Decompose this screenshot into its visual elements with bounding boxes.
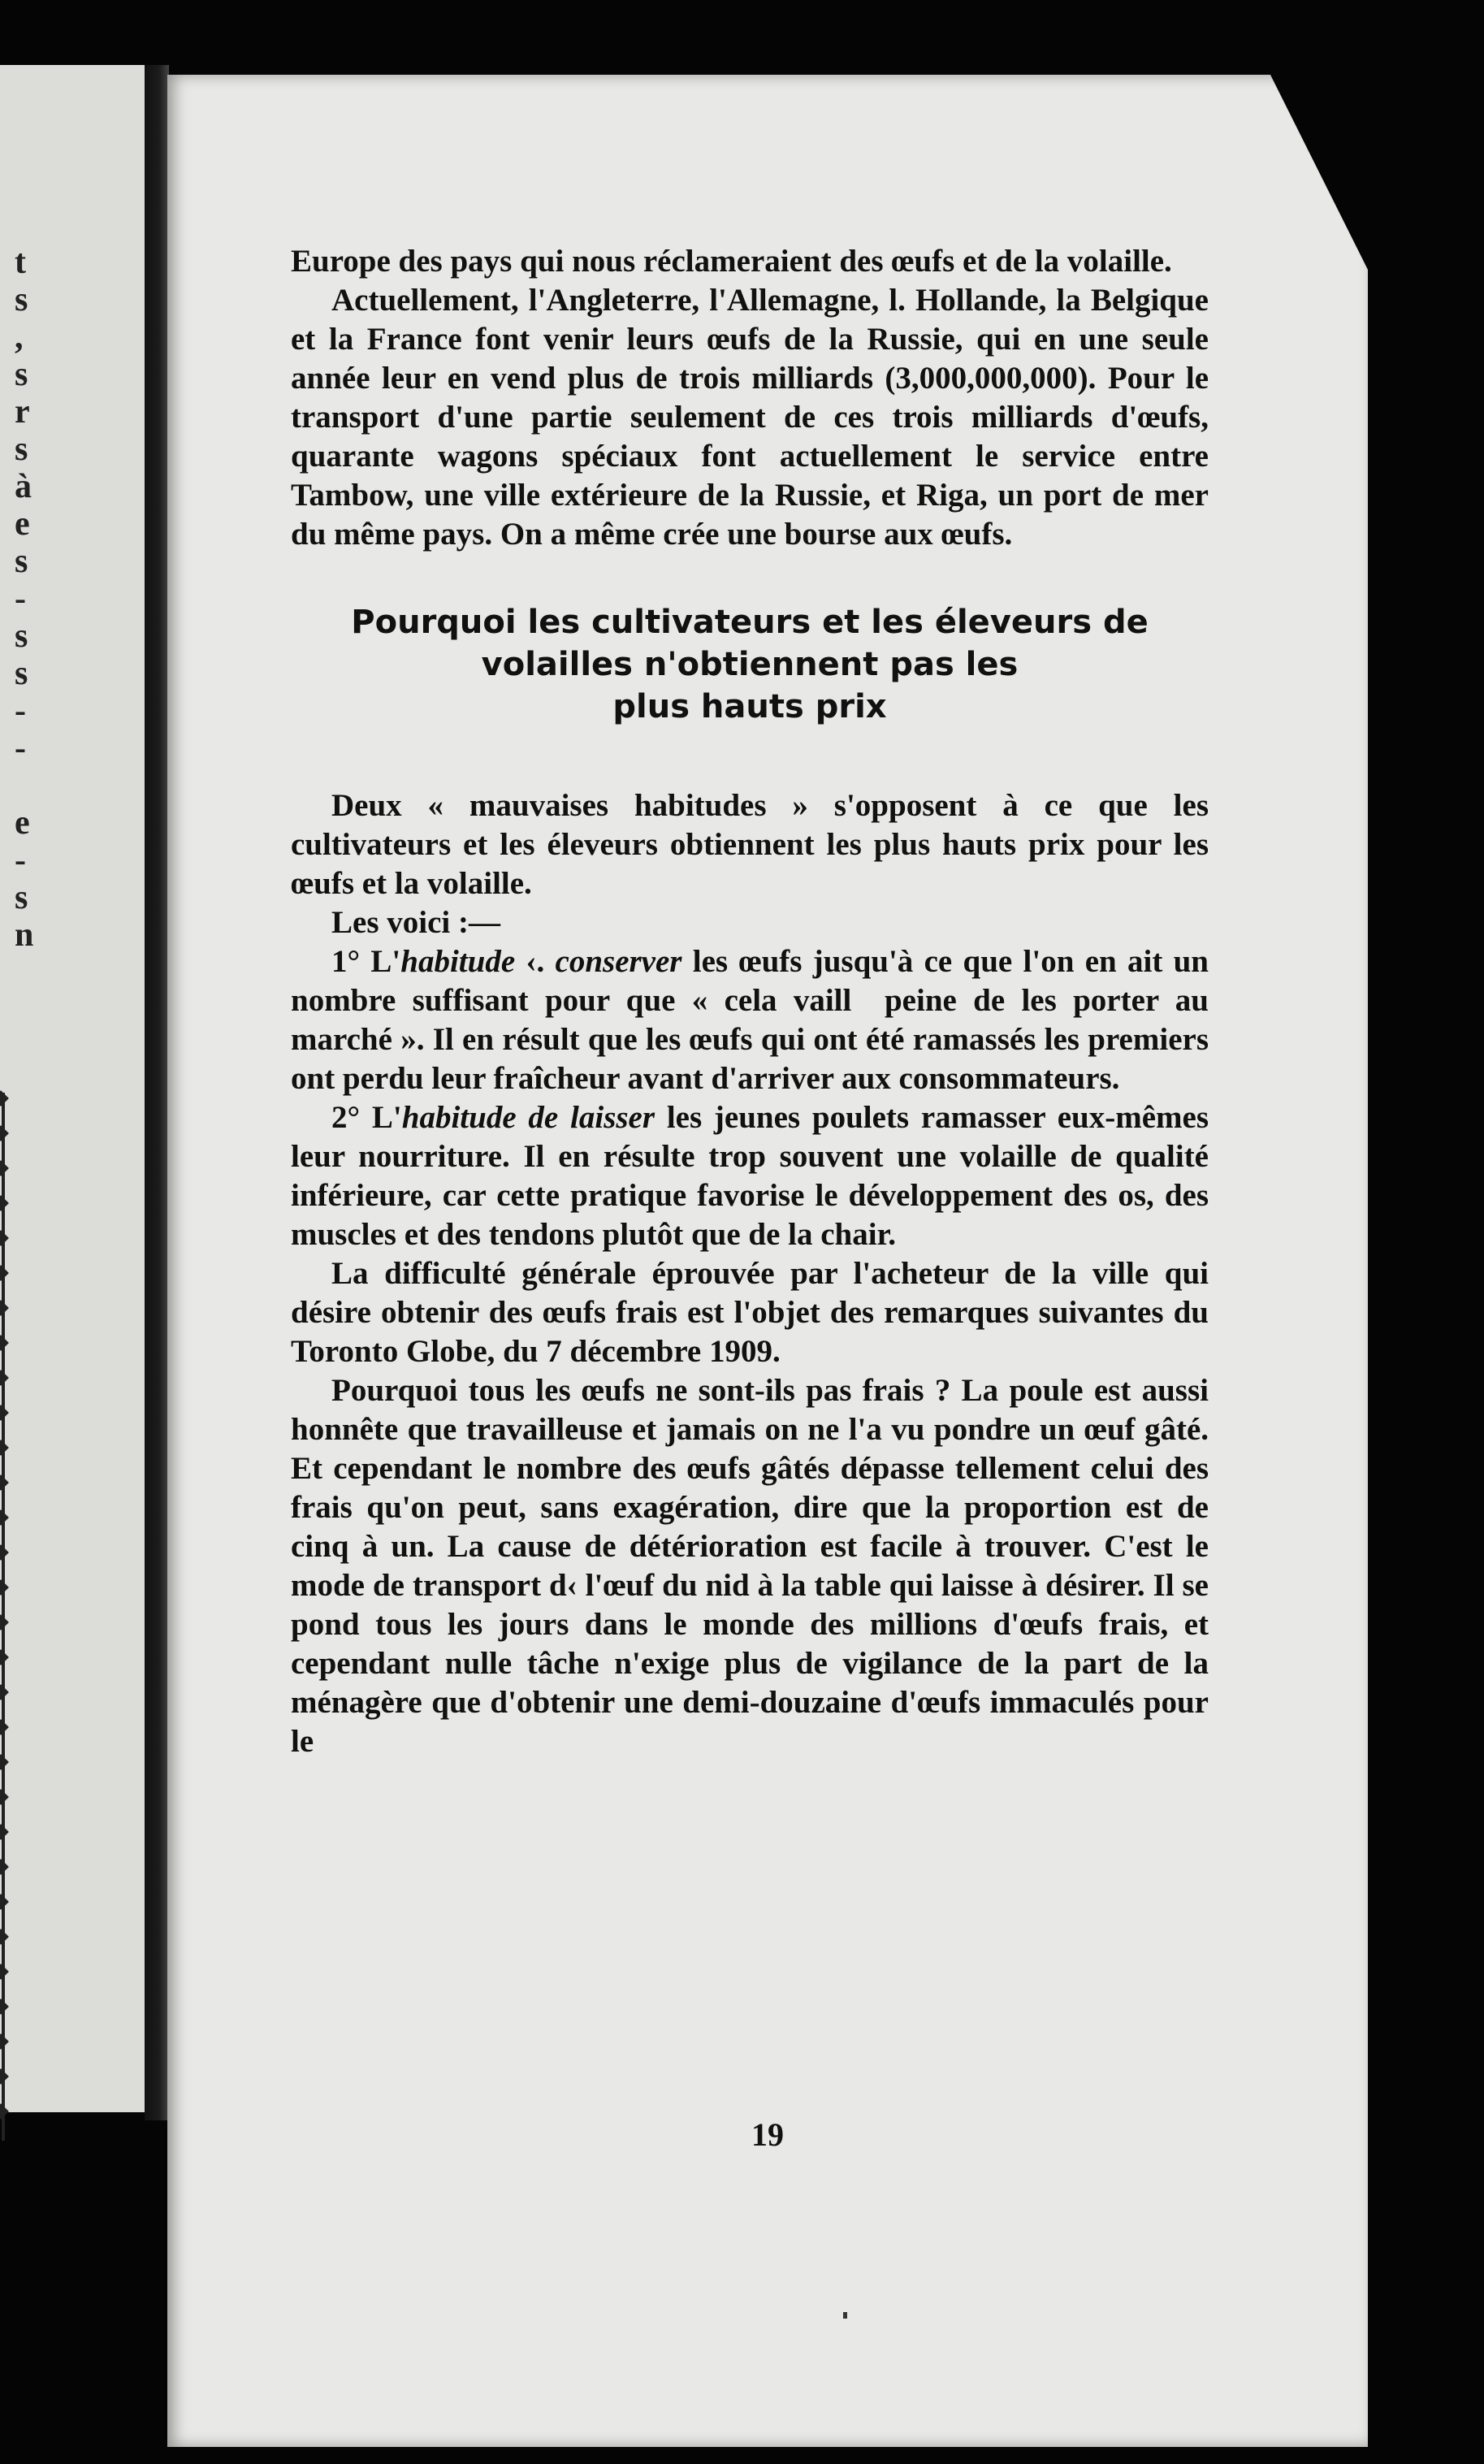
chain-bead <box>0 1300 9 1316</box>
chain-bead <box>0 1335 9 1351</box>
chain-bead <box>0 1894 9 1910</box>
scan-speck <box>843 2312 847 2319</box>
chain-bead <box>0 1405 9 1421</box>
page-number: 19 <box>751 2116 784 2153</box>
edge-letter: s <box>15 617 28 655</box>
item-gap: ‹. <box>515 944 556 979</box>
chain-bead <box>0 1475 9 1491</box>
page-body-text <box>291 242 1209 1761</box>
chain-bead <box>0 1929 9 1945</box>
edge-letter: r <box>15 393 30 431</box>
chain-bead <box>0 1859 9 1875</box>
book-page <box>167 75 1368 2447</box>
chain-bead <box>0 1824 9 1840</box>
chain-bead <box>0 1265 9 1281</box>
heading-line: plus hauts prix <box>612 688 887 725</box>
chain-bead <box>0 1579 9 1596</box>
section-heading <box>340 601 1160 728</box>
paragraph: La difficulté générale éprouvée par l'acheteur de la ville qui désire obtenir des œufs frais est l'objet des remarques suivantes du Toronto Globe, du 7 décembre 1909. <box>291 1256 1209 1369</box>
chain-bead <box>0 1440 9 1456</box>
decorative-chain-border <box>2 1093 26 2141</box>
edge-letter: - <box>15 580 26 617</box>
edge-letter: e <box>15 804 30 842</box>
edge-letter: s <box>15 431 28 468</box>
chain-bead <box>0 1195 9 1211</box>
item-article: L' <box>370 944 401 979</box>
item-emphasis: habitude <box>400 944 516 979</box>
paragraph: Pourquoi tous les œufs ne sont-ils pas frais ? La poule est aussi honnête que travailleuse et jamais on ne l'a vu pondre un œuf gâté. Et cependant le nombre des œufs gâtés dépasse tellement celui des frais qu'on peut, sans exagération, dire que la proportion est de cinq à un. La cause de détérioration est facile à trouver. C'est le mode de transport d‹ l'œuf du nid à la table qui laisse à désirer. Il se pond tous les jours dans le monde des millions d'œufs frais, et cependant nulle tâche n'exige plus de vigilance de la part de la ménagère que d'obtenir une demi-douzaine d'œufs immaculés pour le <box>291 1373 1209 1759</box>
chain-bead <box>0 1544 9 1561</box>
edge-letter: t <box>15 244 26 281</box>
paragraph: Les voici :— <box>331 905 500 940</box>
chain-bead <box>0 2103 9 2120</box>
chain-bead <box>0 1998 9 2015</box>
heading-line: Pourquoi les cultivateurs et les éleveurs de <box>351 604 1149 641</box>
item-number: 2° <box>331 1100 361 1135</box>
item-text: les jeunes poulets ramasser eux-mêmes leur nourriture. Il en résulte trop souvent une volaille de qualité inférieure, car cette pratique favorise le développement des os, des muscles et des tendons plutôt que de la chair. <box>291 1100 1209 1252</box>
chain-bead <box>0 1090 9 1106</box>
chain-bead <box>0 2033 9 2050</box>
edge-letter: s <box>15 281 28 318</box>
chain-bead <box>0 1160 9 1176</box>
edge-letter: e <box>15 505 30 543</box>
list-item-1 <box>291 942 1209 1098</box>
chain-bead <box>0 1614 9 1630</box>
edge-letter: n <box>15 916 34 954</box>
book-binding-gutter <box>145 65 169 2120</box>
item-article: L' <box>371 1100 402 1135</box>
edge-letter: s <box>15 879 28 916</box>
paragraph: Actuellement, l'Angleterre, l'Allemagne, l. Hollande, la Belgique et la France font venir leurs œufs de la Russie, qui en une seule année leur en vend plus de trois milliards (3,000,000,000). Pour le transport d'une partie seulement de ces trois milliards d'œufs, quarante wagons spéciaux font actuellement le service entre Tambow, une ville extérieure de la Russie, et Riga, un port de mer du même pays. On a même crée une bourse aux œufs. <box>291 283 1209 552</box>
item-number: 1° <box>331 944 361 979</box>
chain-bead <box>0 1964 9 1980</box>
chain-bead <box>0 1789 9 1805</box>
chain-bead <box>0 2068 9 2085</box>
chain-bead <box>0 1125 9 1141</box>
chain-bead <box>0 1230 9 1246</box>
chain-bead <box>0 1719 9 1735</box>
left-page-sliver <box>0 65 145 2112</box>
item-emphasis: habitude de laisser <box>401 1100 655 1135</box>
edge-letter: , <box>15 318 24 356</box>
edge-letter: - <box>15 842 26 879</box>
chain-bead <box>0 1370 9 1386</box>
edge-letter: s <box>15 356 28 393</box>
item-emphasis: conserver <box>555 944 682 979</box>
chain-bead <box>0 1509 9 1526</box>
edge-letter: - <box>15 730 26 767</box>
paragraph: Europe des pays qui nous réclameraient des œufs et de la volaille. <box>291 244 1172 279</box>
edge-letter: - <box>15 692 26 730</box>
chain-bead <box>0 1649 9 1665</box>
edge-letter: s <box>15 543 28 580</box>
edge-letter <box>15 767 63 804</box>
item-text: les œufs jusqu'à ce que l'on en ait un nombre suffisant pour que « cela vaill peine de les porter au marché ». Il en résult que les œufs qui ont été ramassés les premiers ont perdu leur fraîcheur avant d'arriver aux consommateurs. <box>291 944 1209 1096</box>
edge-letter: s <box>15 655 28 692</box>
torn-page-corner <box>1270 75 1368 270</box>
left-page-edge-letters <box>15 244 63 954</box>
chain-bead <box>0 1684 9 1700</box>
chain-bead <box>0 1754 9 1770</box>
paragraph: Deux « mauvaises habitudes » s'opposent à ce que les cultivateurs et les éleveurs obtiennent les plus hauts prix pour les œufs et la volaille. <box>291 788 1209 901</box>
heading-line: volailles n'obtiennent pas les <box>481 646 1019 683</box>
list-item-2 <box>291 1098 1209 1254</box>
edge-letter: à <box>15 468 32 505</box>
